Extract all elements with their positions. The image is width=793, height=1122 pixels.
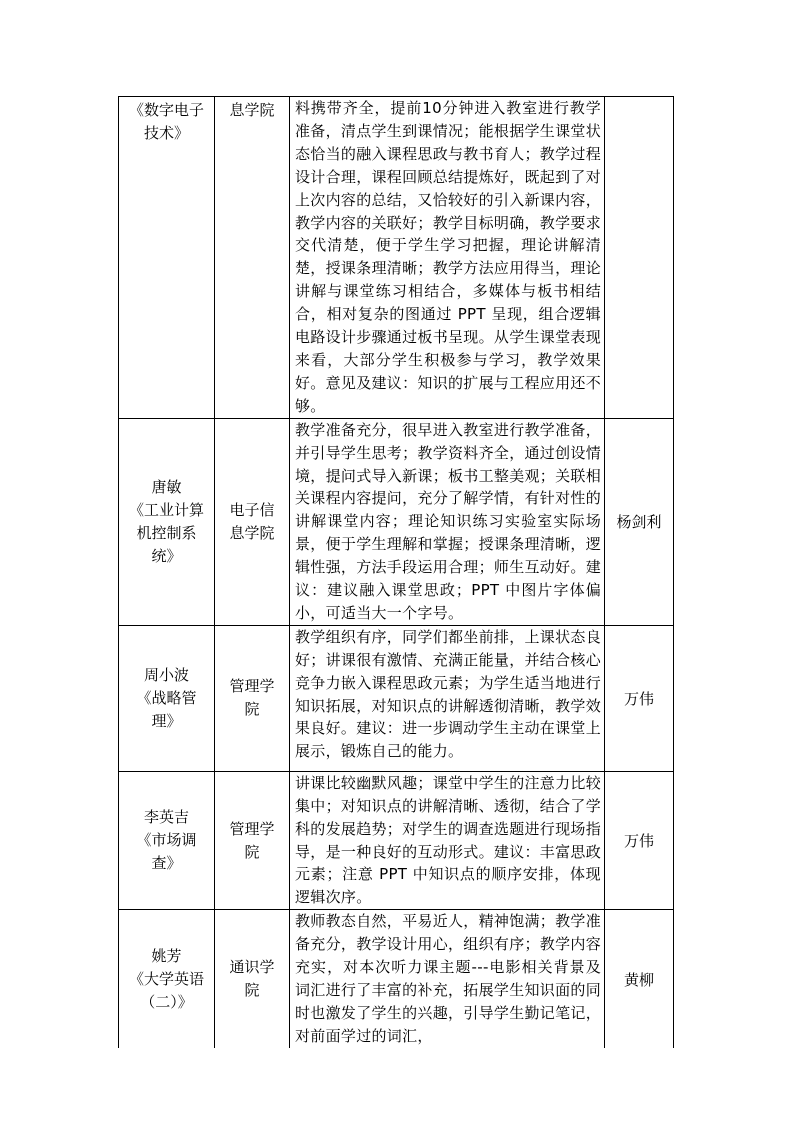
course-cell	[119, 625, 215, 771]
lesson-review-table	[118, 96, 674, 1048]
college-cell	[215, 97, 290, 419]
course-text: 查》	[151, 854, 182, 873]
course-text: 《数字电子	[128, 101, 204, 119]
course-text: 《工业计算	[128, 500, 204, 519]
college-text: 通识学	[229, 958, 275, 976]
comment-text: 教学准备充分，很早进入教室进行教学准备，并引导学生思考；教学资料齐全，通过创设情境，提问式导入新课；板书工整美观；关联相关课程内容提问，充分了解学情，有针对性的讲解课堂内容；理论知识练习实验室实际场景，便于学生理解和掌握；授课条理清晰，逻辑性强，方法手段运用合理；师生互动好。建议：建议融入课堂思政；PPT 中图片字体偏小，可适当大一个字号。	[295, 420, 602, 622]
course-text: 《大学英语	[128, 969, 204, 988]
reviewer-cell	[605, 910, 674, 1048]
college-cell	[215, 771, 290, 909]
course-text: 机控制系	[136, 523, 197, 542]
course-cell	[119, 910, 215, 1048]
teacher-name: 李英吉	[143, 808, 189, 827]
reviewer-name: 万伟	[623, 832, 654, 851]
comment-text: 教师教态自然，平易近人，精神饱满；教学准备充分，教学设计用心，组织有序；教学内容充实，对本次听力课主题---电影相关背景及词汇进行了丰富的补充，拓展学生知识面的同时也激发了学生的兴趣，引导学生勤记笔记，对前面学过的词汇，	[295, 912, 602, 1045]
teacher-name: 周小波	[143, 665, 189, 684]
reviewer-cell	[605, 97, 674, 419]
course-cell	[119, 418, 215, 625]
college-cell	[215, 418, 290, 625]
college-text: 息学院	[229, 523, 275, 542]
teacher-name: 姚芳	[151, 946, 182, 965]
course-text: 理》	[151, 711, 182, 730]
college-text: 管理学	[229, 677, 275, 696]
table-row	[119, 625, 674, 771]
reviewer-name: 黄柳	[623, 970, 654, 989]
college-text: 院	[244, 842, 260, 861]
comment-cell	[290, 418, 605, 625]
comment-cell	[290, 97, 605, 419]
reviewer-name: 万伟	[623, 689, 654, 708]
college-text: 电子信	[229, 500, 275, 519]
course-text: 技术》	[143, 124, 189, 142]
teacher-name: 唐敏	[151, 477, 182, 496]
comment-cell	[290, 771, 605, 909]
comment-cell	[290, 625, 605, 771]
reviewer-cell	[605, 625, 674, 771]
comment-text: 教学组织有序，同学们都坐前排，上课状态良好；讲课很有激情、充满正能量，并结合核心竞争力嵌入课程思政元素；为学生适当地进行知识拓展，对知识点的讲解透彻清晰，教学效果良好。建议：进一步调动学生主动在课堂上展示，锻炼自己的能力。	[295, 627, 602, 761]
course-text: 《战略管	[136, 688, 197, 707]
course-text: （二）》	[140, 992, 193, 1011]
course-cell	[119, 97, 215, 419]
table-row	[119, 97, 674, 419]
course-text: 《市场调	[136, 831, 197, 850]
college-text: 管理学	[229, 819, 275, 838]
reviewer-cell	[605, 418, 674, 625]
reviewer-name: 杨剑利	[616, 513, 662, 532]
comment-text: 料携带齐全，提前10分钟进入教室进行教学准备，清点学生到课情况；能根据学生课堂状态恰当的融入课程思政与教书育人；教学过程设计合理，课程回顾总结提炼好，既起到了对上次内容的总结，又恰较好的引入新课内容，教学内容的关联好；教学目标明确，教学要求交代清楚，便于学生学习把握，理论讲解清楚，授课条理清晰；教学方法应用得当，理论讲解与课堂练习相结合，多媒体与板书相结合，相对复杂的图通过 PPT 呈现，组合逻辑电路设计步骤通过板书呈现。从学生课堂表现来看，大部分学生积极参与学习，教学效果好。意见及建议：知识的扩展与工程应用还不够。	[295, 99, 602, 415]
college-text: 息学院	[229, 101, 275, 119]
college-cell	[215, 625, 290, 771]
table-row	[119, 910, 674, 1048]
college-text: 院	[244, 981, 260, 999]
table-row	[119, 418, 674, 625]
reviewer-cell	[605, 771, 674, 909]
college-text: 院	[244, 700, 260, 719]
table-row	[119, 771, 674, 909]
comment-text: 讲课比较幽默风趣；课堂中学生的注意力比较集中；对知识点的讲解清晰、透彻，结合了学科的发展趋势；对学生的调查选题进行现场指导，是一种良好的互动形式。建议：丰富思政元素；注意 PPT 中知识点的顺序安排，体现逻辑次序。	[295, 773, 602, 907]
course-text: 统》	[151, 546, 182, 565]
course-cell	[119, 771, 215, 909]
college-cell	[215, 910, 290, 1048]
comment-cell	[290, 910, 605, 1048]
